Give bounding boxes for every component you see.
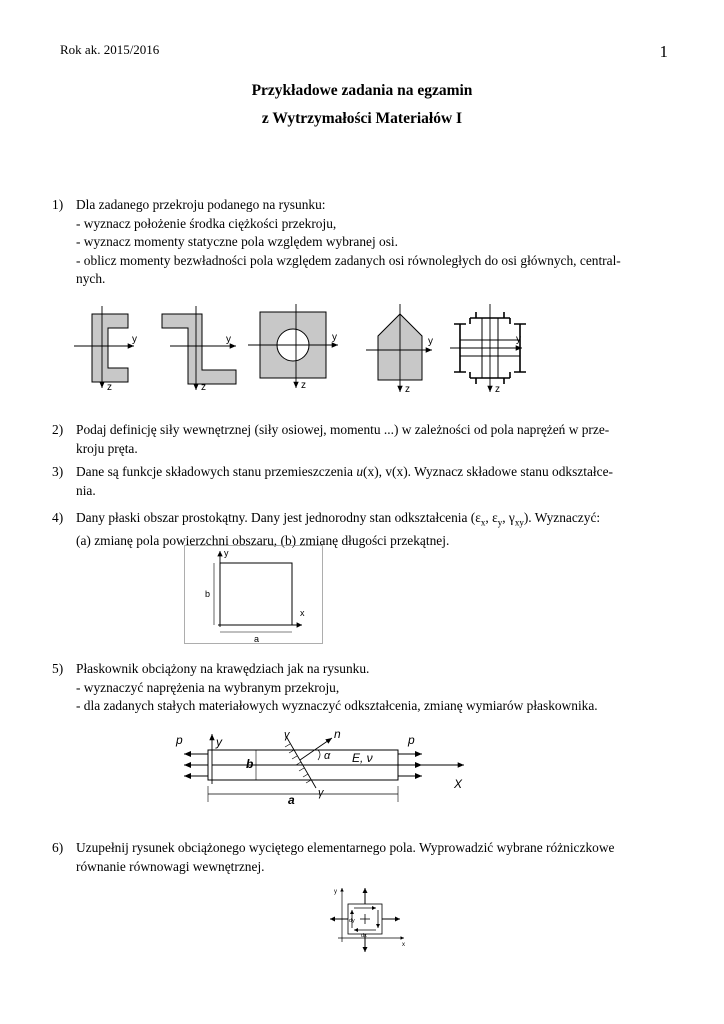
axis-x-label: X xyxy=(454,777,463,791)
pentagon-shape xyxy=(366,304,433,395)
dx-label: dx xyxy=(361,933,367,939)
task-4 xyxy=(52,509,674,551)
task-number: 4) xyxy=(52,510,64,525)
task-line: nych. xyxy=(76,271,106,286)
axis-y-label: y xyxy=(226,334,231,345)
academic-year: Rok ak. 2015/2016 xyxy=(60,42,160,57)
axis-z-label: z xyxy=(107,382,112,393)
task-line: - oblicz momenty bezwładności pola względem zadanych osi równoległych do osi głównych, central- xyxy=(76,252,621,268)
task-line: kroju pręta. xyxy=(76,440,138,456)
task-line: równanie równowagi wewnętrznej. xyxy=(76,858,265,874)
dimension-b-label: b xyxy=(246,757,254,771)
normal-n-label: n xyxy=(334,727,341,741)
c-section-shape xyxy=(74,306,137,393)
task-line: - dla zadanych stałych materiałowych wyznaczyć odkształcenia, zmianę wymiarów płaskownika. xyxy=(76,698,598,713)
task-line: - wyznaczyć naprężenia na wybranym przekroju, xyxy=(76,679,340,695)
page-subtitle: z Wytrzymałości Materiałów I xyxy=(261,110,463,127)
dimension-a-label: a xyxy=(288,793,295,807)
task-1 xyxy=(52,196,674,289)
axis-y-label: y xyxy=(332,332,337,343)
task-line: Podaj definicję siły wewnętrznej (siły osiowej, momentu ...) w zależności od pola naprężeń w prze- xyxy=(76,422,610,437)
load-p-left-label: p xyxy=(176,733,183,747)
task-number: 2) xyxy=(52,422,64,437)
page-title: Przykładowe zadania na egzamin xyxy=(251,82,473,99)
axis-z-label: z xyxy=(495,384,500,395)
axis-y-label: y xyxy=(428,336,433,347)
task-line: Płaskownik obciążony na krawędziach jak na rysunku. xyxy=(76,661,370,676)
cross-sections-figure xyxy=(60,300,540,400)
axis-y-label: y xyxy=(224,548,229,558)
axis-y-label: y xyxy=(516,334,521,345)
dimension-a-label: a xyxy=(254,634,260,644)
gamma-top-label: γ xyxy=(284,729,290,741)
angle-alpha-label: α xyxy=(324,750,331,762)
axis-x-label: x xyxy=(402,942,405,948)
task-line: Dla zadanego przekroju podanego na rysunku: xyxy=(76,197,326,212)
task-line: - wyznacz położenie środka ciężkości przekroju, xyxy=(76,215,337,231)
task-line: nia. xyxy=(76,482,96,498)
axis-x-label: x xyxy=(300,608,305,618)
axis-z-label: z xyxy=(201,382,206,393)
page-number: 1 xyxy=(659,42,668,61)
task-number: 5) xyxy=(52,661,64,676)
axis-z-label: z xyxy=(301,380,306,391)
axis-y-label: y xyxy=(132,334,137,345)
task-line: Dane są funkcje składowych stanu przemieszczenia u(x), v(x). Wyznacz składowe stanu odkształce- xyxy=(76,464,613,479)
task-number: 3) xyxy=(52,464,64,479)
axis-z-label: z xyxy=(405,384,410,395)
task-2 xyxy=(52,421,674,458)
axis-y-label: y xyxy=(216,735,222,749)
dy-label: dy xyxy=(349,918,355,924)
rectangle-figure xyxy=(184,545,324,645)
axis-y-label: y xyxy=(334,889,337,895)
task-number: 6) xyxy=(52,840,64,855)
plate-figure xyxy=(174,728,474,812)
task-line: Uzupełnij rysunek obciążonego wyciętego elementarnego pola. Wyprowadzić wybrane różniczkowe xyxy=(76,840,615,855)
task-line: - wyznacz momenty statyczne pola względem wybranej osi. xyxy=(76,234,399,249)
square-with-hole-shape xyxy=(248,304,338,391)
task-3 xyxy=(52,463,674,500)
load-p-right-label: p xyxy=(408,733,415,747)
material-constants-label: E, ν xyxy=(352,751,373,765)
z-section-shape xyxy=(162,306,236,393)
task-line: (a) zmianę pola powierzchni obszaru, (b) zmianę długości przekątnej. xyxy=(76,533,450,549)
task-5 xyxy=(52,660,674,716)
task-6 xyxy=(52,839,674,876)
task-number: 1) xyxy=(52,197,64,212)
task-line: Dany płaski obszar prostokątny. Dany jest jednorodny stan odkształcenia ($\varepsilon_x$, $\varepsilon_y$, $\gamma_{xy}$). Wyznaczyć: xyxy=(76,510,601,528)
dimension-b-label: b xyxy=(205,589,211,599)
element-figure xyxy=(314,884,410,960)
gamma-bottom-label: γ xyxy=(318,787,324,799)
